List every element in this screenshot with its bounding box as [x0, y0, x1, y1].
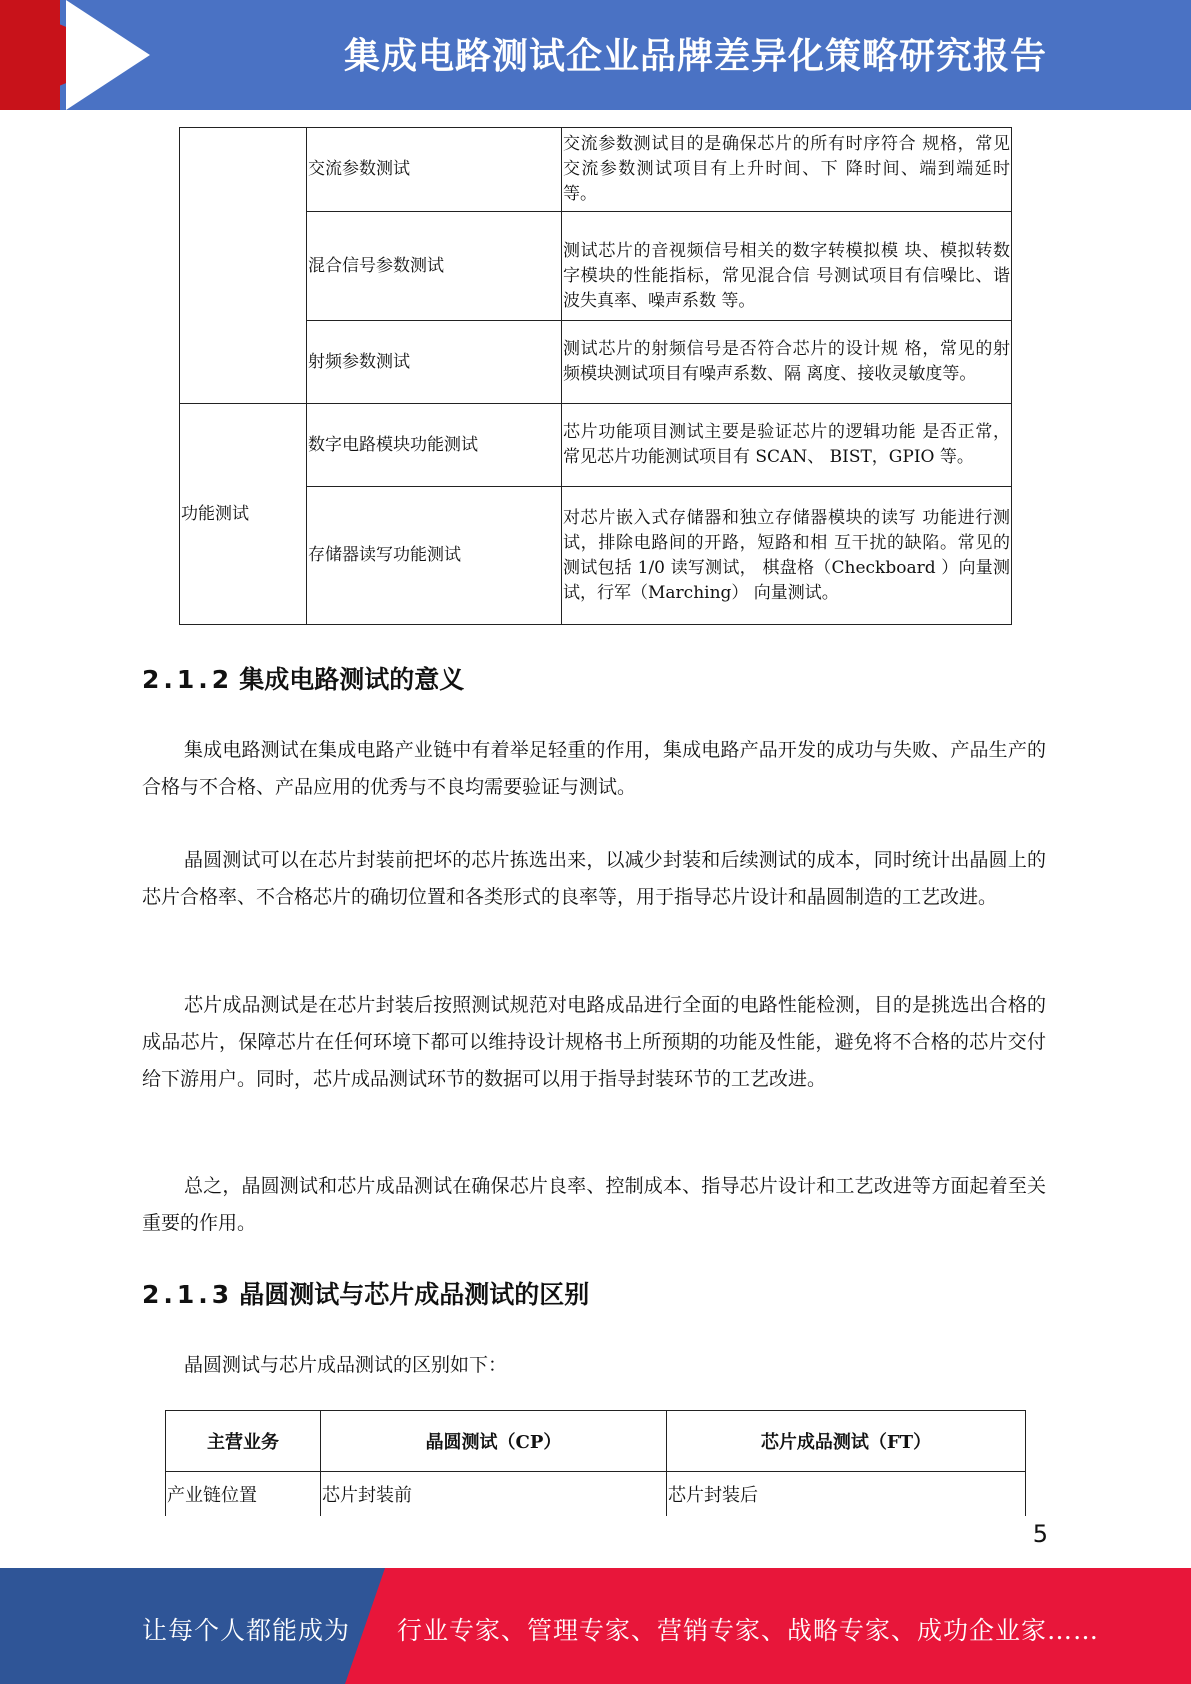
paragraph-2: 晶圆测试可以在芯片封装前把坏的芯片拣选出来，以减少封装和后续测试的成本，同时统计出晶圆上的芯片合格率、不合格芯片的确切位置和各类形式的良率等，用于指导芯片设计和晶圆制造的工艺改进。	[142, 849, 1046, 908]
table-cell-item: 交流参数测试	[307, 128, 562, 212]
section-heading-2-1-2	[142, 660, 464, 696]
table-cell-category: 功能测试	[180, 404, 307, 625]
footer-blue-slant	[345, 1568, 385, 1684]
table-cell-category	[180, 128, 307, 404]
table-cell: 芯片封装前	[321, 1472, 667, 1517]
section-heading-2-1-3	[142, 1275, 589, 1311]
paragraph-5: 晶圆测试与芯片成品测试的区别如下：	[184, 1354, 508, 1376]
table-header-row	[166, 1411, 1026, 1472]
table-cell-item: 存储器读写功能测试	[307, 487, 562, 625]
cp-ft-comparison-table	[165, 1410, 1026, 1516]
page-number: 5	[1032, 1520, 1048, 1548]
footer-slogan-left: 让每个人都能成为	[142, 1616, 351, 1645]
section-title: 集成电路测试的意义	[239, 665, 465, 694]
table-header-cell: 主营业务	[166, 1411, 321, 1472]
table-row	[180, 128, 1012, 212]
table-row	[166, 1472, 1026, 1517]
section-title: 晶圆测试与芯片成品测试的区别	[239, 1280, 590, 1309]
table-cell-desc: 测试芯片的射频信号是否符合芯片的设计规 格，常见的射频模块测试项目有噪声系数、隔 离度、接收灵敏度等。	[562, 321, 1012, 404]
paragraph-3: 芯片成品测试是在芯片封装后按照测试规范对电路成品进行全面的电路性能检测，目的是挑选出合格的成品芯片，保障芯片在任何环境下都可以维持设计规格书上所预期的功能及性能，避免将不合格的芯片交付给下游用户。同时，芯片成品测试环节的数据可以用于指导封装环节的工艺改进。	[142, 994, 1046, 1090]
section-number: 2.1.3	[142, 1280, 234, 1309]
header-red-block	[0, 0, 60, 110]
table-cell-desc: 测试芯片的音视频信号相关的数字转模拟模 块、模拟转数字模块的性能指标，常见混合信 号测试项目有信噪比、谐波失真率、噪声系数 等。	[562, 212, 1012, 321]
table-row	[180, 404, 1012, 487]
table-cell-item: 射频参数测试	[307, 321, 562, 404]
footer-slogan-right: 行业专家、管理专家、营销专家、战略专家、成功企业家……	[397, 1616, 1100, 1645]
page-footer-banner	[0, 1568, 1191, 1684]
table-cell-desc: 对芯片嵌入式存储器和独立存储器模块的读写 功能进行测试，排除电路间的开路，短路和相 互干扰的缺陷。常见的测试包括 1/0 读写测试， 棋盘格（Checkboard ）向量测试，行军（Marching） 向量测试。	[562, 487, 1012, 625]
table-cell: 芯片封装后	[667, 1472, 1026, 1517]
section-number: 2.1.2	[142, 665, 234, 694]
table-cell-item: 数字电路模块功能测试	[307, 404, 562, 487]
table-cell: 产业链位置	[166, 1472, 321, 1517]
test-items-table	[179, 127, 1012, 625]
header-white-chevron	[66, 0, 150, 110]
paragraph-1: 集成电路测试在集成电路产业链中有着举足轻重的作用，集成电路产品开发的成功与失败、产品生产的合格与不合格、产品应用的优秀与不良均需要验证与测试。	[142, 739, 1046, 798]
table-cell-item: 混合信号参数测试	[307, 212, 562, 321]
page-header-banner	[0, 0, 1191, 110]
report-title: 集成电路测试企业品牌差异化策略研究报告	[343, 36, 1047, 77]
table-header-cell: 芯片成品测试（FT）	[667, 1411, 1026, 1472]
paragraph-4: 总之，晶圆测试和芯片成品测试在确保芯片良率、控制成本、指导芯片设计和工艺改进等方面起着至关重要的作用。	[142, 1175, 1046, 1234]
table-header-cell: 晶圆测试（CP）	[321, 1411, 667, 1472]
table-cell-desc: 芯片功能项目测试主要是验证芯片的逻辑功能 是否正常，常见芯片功能测试项目有 SCAN、 BIST，GPIO 等。	[562, 404, 1012, 487]
table-cell-desc: 交流参数测试目的是确保芯片的所有时序符合 规格，常见交流参数测试项目有上升时间、下 降时间、端到端延时等。	[562, 128, 1012, 212]
